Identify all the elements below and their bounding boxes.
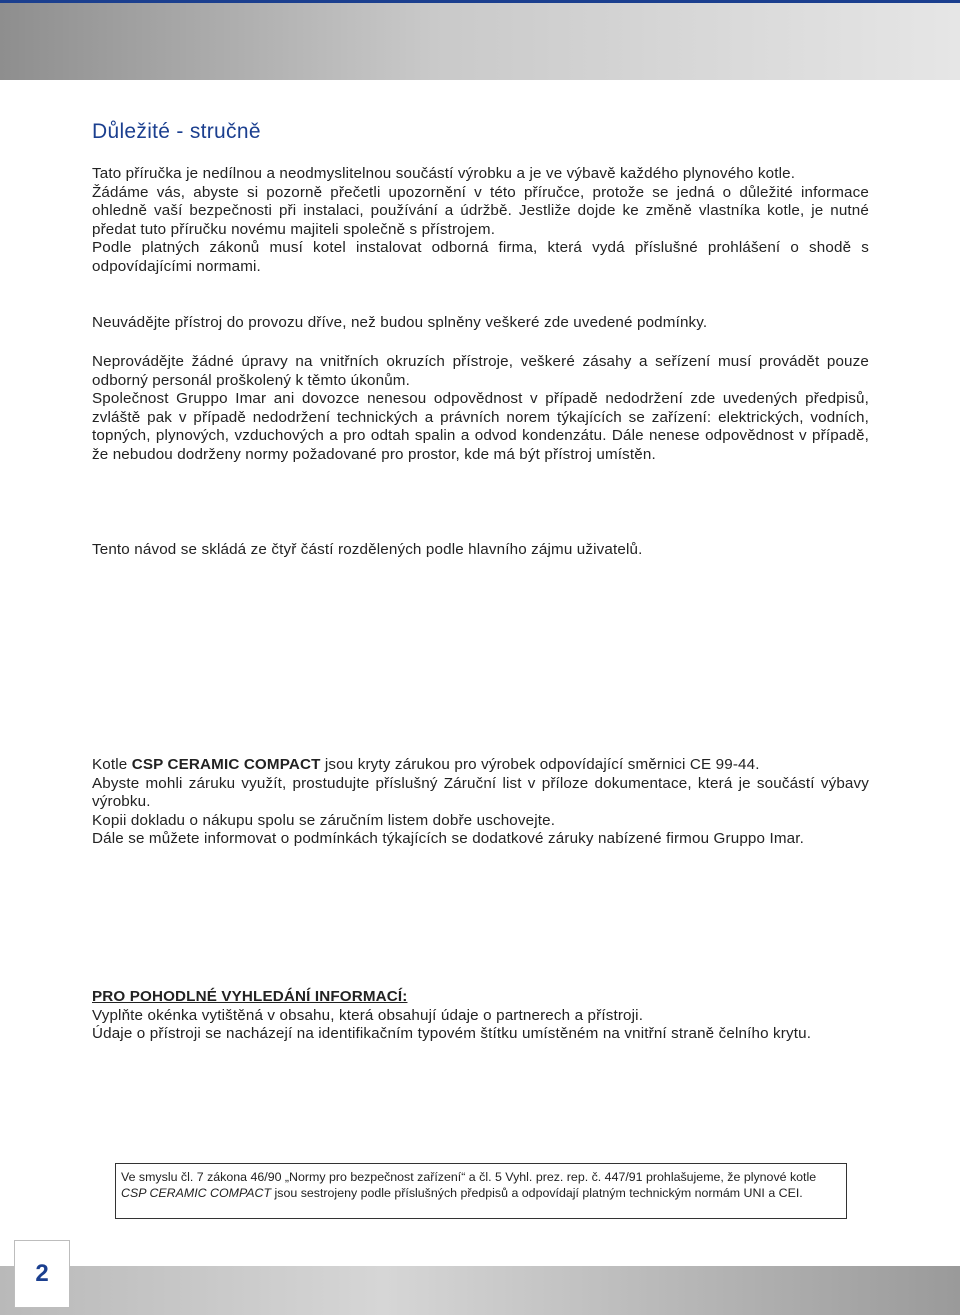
legal-product-name: CSP CERAMIC COMPACT [121, 1186, 272, 1200]
warranty-text-before: Kotle [92, 756, 132, 773]
legal-text-before: Ve smyslu čl. 7 zákona 46/90 „Normy pro bezpečnost zařízení“ a čl. 5 Vyhl. prez. rep. č. 447/91 prohlašujeme, že plynové kotle [121, 1170, 817, 1184]
warning-section-1 [92, 314, 869, 333]
header-band [0, 0, 960, 80]
warranty-paragraph-3: Kopii dokladu o nákupu spolu se záručním listem dobře uschovejte. [92, 811, 556, 829]
warranty-section [92, 756, 869, 849]
warning-paragraph: Neuvádějte přístroj do provozu dříve, než budou splněny veškeré zde uvedené podmínky. [92, 314, 708, 331]
warning-paragraph-liability: Společnost Gruppo Imar ani dovozce nenesou odpovědnost v případě nedodržení zde uvedených předpisů, zvláště pak v případě nedodržení technických a právních norem týkajících se zařízení: elektrických, vodních, topných, plynových, vzduchových a pro odtah spalin a odvod kondenzátu. Dále nenese odpovědnost v případě, že nebudou dodrženy normy požadované pro prostor, kde má být přístroj umístěn. [92, 390, 869, 463]
page-title: Důležité - stručně [92, 120, 261, 143]
footer-band [0, 1266, 960, 1315]
legal-text-after: jsou sestrojeny podle příslušných předpisů a odpovídají platným technickým normám UNI a CEI. [271, 1186, 803, 1200]
info-heading: PRO POHODLNÉ VYHLEDÁNÍ INFORMACÍ: [92, 988, 408, 1005]
structure-section [92, 541, 869, 560]
intro-paragraph-3: Podle platných zákonů musí kotel instalovat odborná firma, která vydá příslušné prohlášení o shodě s odpovídajícími normami. [92, 239, 869, 275]
warranty-paragraph-2: Abyste mohli záruku využít, prostudujte příslušný Záruční list v příloze dokumentace, která je součástí výbavy výrobku. [92, 774, 869, 811]
warranty-paragraph-4: Dále se můžete informovat o podmínkách týkajících se dodatkové záruky nabízené firmou Gruppo Imar. [92, 830, 804, 848]
info-paragraph-2: Údaje o přístroji se nacházejí na identifikačním typovém štítku umístěném na vnitřní straně čelního krytu. [92, 1025, 812, 1043]
intro-paragraph-1: Tato příručka je nedílnou a neodmyslitelnou součástí výrobku a je ve výbavě každého plynového kotle. [92, 165, 796, 182]
intro-paragraph-2: Žádáme vás, abyste si pozorně přečetli upozornění v této příručce, protože se jedná o důležité informace ohledně vaší bezpečnosti při instalaci, používání a údržbě. Jestliže dojde ke změně vlastníka kotle, je nutné předat tuto příručku novému majiteli společně s přístrojem. [92, 183, 869, 238]
info-section [92, 988, 869, 1044]
warranty-text-after: jsou kryty zárukou pro výrobek odpovídající směrnici CE 99-44. [320, 756, 760, 773]
warning-section-2 [92, 353, 869, 465]
warranty-paragraph-1 [92, 756, 869, 775]
page-number: 2 [14, 1240, 70, 1308]
product-name: CSP CERAMIC COMPACT [131, 756, 321, 773]
info-paragraph-1: Vyplňte okénka vytištěná v obsahu, která obsahují údaje o partnerech a přístroji. [92, 1006, 644, 1024]
structure-paragraph: Tento návod se skládá ze čtyř částí rozdělených podle hlavního zájmu uživatelů. [92, 541, 643, 558]
legal-notice-box [115, 1163, 847, 1219]
warning-paragraph-modifications: Neprovádějte žádné úpravy na vnitřních okruzích přístroje, veškeré zásahy a seřízení musí provádět pouze odborný personál proškolený k těmto úkonům. [92, 353, 869, 389]
intro-section [92, 165, 869, 277]
